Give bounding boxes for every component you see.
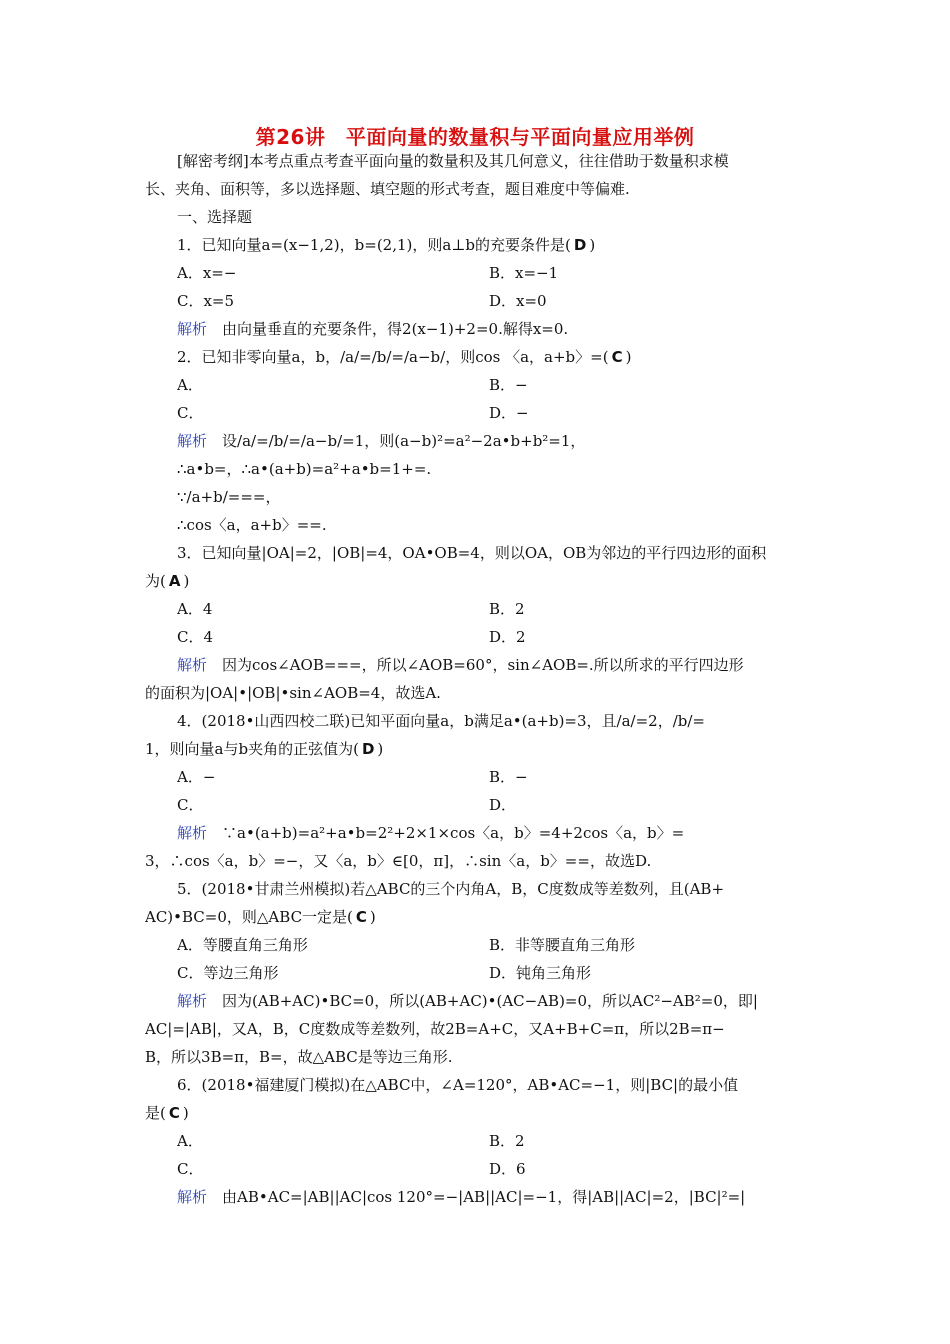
option-c: C．等边三角形 bbox=[177, 964, 279, 982]
answer: D bbox=[573, 236, 587, 254]
option-c: C． bbox=[177, 404, 204, 422]
analysis-label: 解析 bbox=[177, 432, 208, 450]
question-4-stem-line-2: 1，则向量a与b夹角的正弦值为( D ) bbox=[145, 740, 384, 758]
analysis-3-line-1: 解析 因为cos∠AOB===，所以∠AOB=60°，sin∠AOB=.所以所求的平行四边形 bbox=[177, 656, 744, 674]
option-d: D．2 bbox=[489, 628, 526, 646]
option-d: D．6 bbox=[489, 1160, 526, 1178]
option-a: A．等腰直角三角形 bbox=[177, 936, 308, 954]
question-3-stem-line-2: 为( A ) bbox=[145, 572, 190, 590]
analysis-2-line-1: 解析 设/a/=/b/=/a−b/=1，则(a−b)²=a²−2a•b+b²=1， bbox=[177, 432, 586, 450]
option-b: B．2 bbox=[489, 600, 525, 618]
option-c: C． bbox=[177, 796, 204, 814]
option-c: C． bbox=[177, 1160, 204, 1178]
question-1-stem: 1．已知向量a=(x−1,2)，b=(2,1)，则a⊥b的充要条件是( D ) bbox=[177, 236, 596, 254]
answer: D bbox=[361, 740, 375, 758]
analysis-5-line-1: 解析 因为(AB+AC)•BC=0，所以(AB+AC)•(AC−AB)=0，所以AC²−AB²=0，即| bbox=[177, 992, 758, 1010]
question-4-stem-line-1: 4．(2018•山西四校二联)已知平面向量a，b满足a•(a+b)=3，且/a/=2，/b/= bbox=[177, 712, 705, 730]
option-b: B．− bbox=[489, 376, 528, 394]
question-6-stem-line-1: 6．(2018•福建厦门模拟)在△ABC中，∠A=120°，AB•AC=−1，则|BC|的最小值 bbox=[177, 1076, 739, 1094]
option-c: C．4 bbox=[177, 628, 214, 646]
option-d: D．− bbox=[489, 404, 529, 422]
option-d: D．x=0 bbox=[489, 292, 547, 310]
analysis-label: 解析 bbox=[177, 824, 208, 842]
answer: C bbox=[611, 348, 623, 366]
question-2-stem: 2．已知非零向量a，b，/a/=/b/=/a−b/，则cos 〈a，a+b〉=( C ) bbox=[177, 348, 632, 366]
analysis-label: 解析 bbox=[177, 992, 208, 1010]
option-c: C．x=5 bbox=[177, 292, 235, 310]
option-a: A．− bbox=[177, 768, 216, 786]
question-3-stem-line-1: 3．已知向量|OA|=2，|OB|=4，OA•OB=4，则以OA，OB为邻边的平行四边形的面积 bbox=[177, 544, 767, 562]
analysis-1-line-1: 解析 由向量垂直的充要条件，得2(x−1)+2=0.解得x=0. bbox=[177, 320, 569, 338]
analysis-6-line-1: 解析 由AB•AC=|AB||AC|cos 120°=−|AB||AC|=−1，得|AB||AC|=2，|BC|²=| bbox=[177, 1188, 746, 1206]
option-a: A．4 bbox=[177, 600, 213, 618]
option-d: D． bbox=[489, 796, 517, 814]
analysis-label: 解析 bbox=[177, 1188, 208, 1206]
option-d: D．钝角三角形 bbox=[489, 964, 592, 982]
option-a: A．x=− bbox=[177, 264, 237, 282]
option-b: B．2 bbox=[489, 1132, 525, 1150]
analysis-3-line-2: 的面积为|OA|•|OB|•sin∠AOB=4，故选A. bbox=[145, 684, 441, 702]
answer: C bbox=[355, 908, 367, 926]
intro-line-2: 长、夹角、面积等，多以选择题、填空题的形式考查，题目难度中等偏难. bbox=[145, 180, 630, 198]
analysis-5-line-3: B，所以3B=π，B=，故△ABC是等边三角形. bbox=[145, 1048, 453, 1066]
question-5-stem-line-1: 5．(2018•甘肃兰州模拟)若△ABC的三个内角A，B，C度数成等差数列，且(AB+ bbox=[177, 880, 725, 898]
option-a: A． bbox=[177, 376, 203, 394]
analysis-label: 解析 bbox=[177, 320, 208, 338]
analysis-2-line-2: ∴a•b=，∴a•(a+b)=a²+a•b=1+=. bbox=[177, 460, 432, 478]
analysis-2-line-4: ∴cos〈a，a+b〉==. bbox=[177, 516, 327, 534]
analysis-4-line-2: 3，∴cos〈a，b〉=−，又〈a，b〉∈[0，π]，∴sin〈a，b〉==，故选D. bbox=[145, 852, 652, 870]
question-5-stem-line-2: AC)•BC=0，则△ABC一定是( C ) bbox=[145, 908, 376, 926]
intro-line-1: [解密考纲]本考点重点考查平面向量的数量积及其几何意义，往往借助于数量积求模 bbox=[177, 152, 729, 170]
analysis-4-line-1: 解析 ∵a•(a+b)=a²+a•b=2²+2×1×cos〈a，b〉=4+2cos〈a，b〉= bbox=[177, 824, 685, 842]
analysis-label: 解析 bbox=[177, 656, 208, 674]
question-6-stem-line-2: 是( C ) bbox=[145, 1104, 189, 1122]
option-b: B．x=−1 bbox=[489, 264, 559, 282]
page-title: 第26讲 平面向量的数量积与平面向量应用举例 bbox=[255, 125, 695, 149]
option-b: B．非等腰直角三角形 bbox=[489, 936, 636, 954]
option-b: B．− bbox=[489, 768, 528, 786]
analysis-5-line-2: AC|=|AB|，又A，B，C度数成等差数列，故2B=A+C，又A+B+C=π，所以2B=π− bbox=[145, 1020, 725, 1038]
option-a: A． bbox=[177, 1132, 203, 1150]
answer: A bbox=[168, 572, 181, 590]
answer: C bbox=[168, 1104, 180, 1122]
analysis-2-line-3: ∵/a+b/===， bbox=[177, 488, 281, 506]
section-heading: 一、选择题 bbox=[177, 208, 253, 226]
